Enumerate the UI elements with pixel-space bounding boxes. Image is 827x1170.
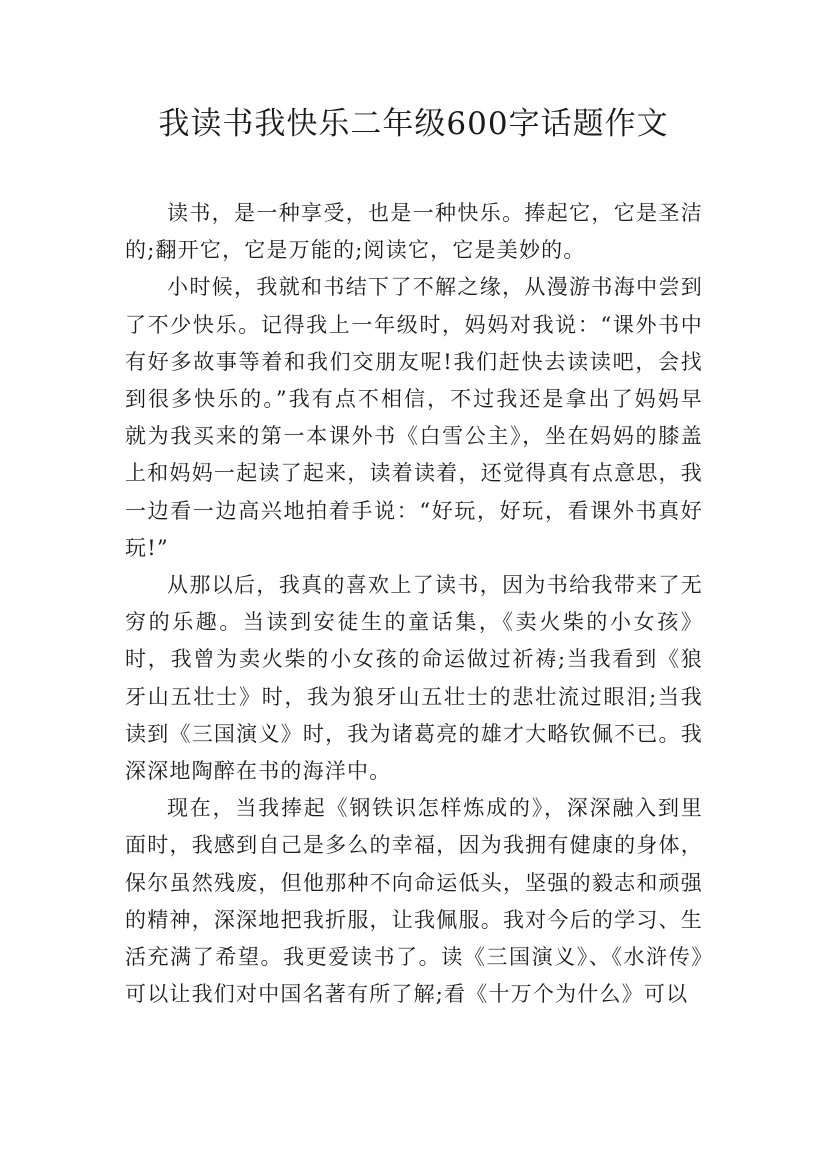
paragraph-2: 小时候，我就和书结下了不解之缘，从漫游书海中尝到了不少快乐。记得我上一年级时，妈妈对我说：“课外书中有好多故事等着和我们交朋友呢!我们赶快去读读吧，会找到很多快乐的。”我有点不相信，不过我还是拿出了妈妈早就为我买来的第一本课外书《白雪公主》，坐在妈妈的膝盖上和妈妈一起读了起来，读着读着，还觉得真有点意思，我一边看一边高兴地拍着手说：“好玩，好玩，看课外书真好玩!” [125,275,703,560]
essay-body [125,195,703,1013]
paragraph-4: 现在，当我捧起《钢铁识怎样炼成的》，深深融入到里面时，我感到自己是多么的幸福，因为我拥有健康的身体，保尔虽然残废，但他那种不向命运低头，坚强的毅志和顽强的精神，深深地把我折服，让我佩服。我对今后的学习、生活充满了希望。我更爱读书了。读《三国演义》、《水浒传》可以让我们对中国名著有所了解;看《十万个为什么》可以 [125,796,703,1007]
page-title: 我读书我快乐二年级600字话题作文 [158,106,669,142]
paragraph-1: 读书，是一种享受，也是一种快乐。捧起它，它是圣洁的;翻开它，它是万能的;阅读它，它是美妙的。 [125,201,703,263]
paragraph-3: 从那以后，我真的喜欢上了读书，因为书给我带来了无穷的乐趣。当读到安徒生的童话集，《卖火柴的小女孩》时，我曾为卖火柴的小女孩的命运做过祈祷;当我看到《狼牙山五壮士》时，我为狼牙山五壮士的悲壮流过眼泪;当我读到《三国演义》时，我为诸葛亮的雄才大略钦佩不已。我深深地陶醉在书的海洋中。 [125,573,703,784]
